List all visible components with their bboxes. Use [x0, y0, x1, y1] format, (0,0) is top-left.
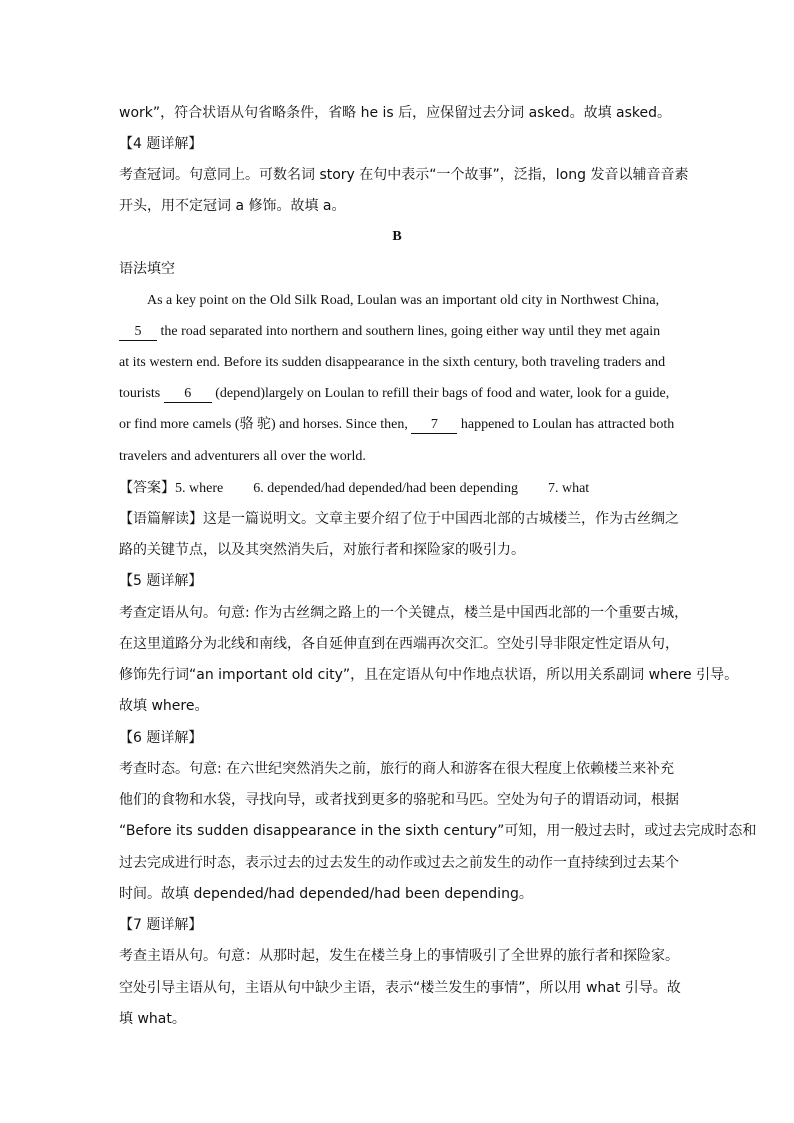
text-line: 过去完成进行时态，表示过去的过去发生的动作或过去之前发生的动作一直持续到过去某个	[119, 855, 679, 871]
text-line: 考查冠词。句意同上。可数名词 story 在句中表示“一个故事”，泛指，long 发音以辅音音素	[119, 167, 689, 183]
passage-line	[119, 415, 674, 435]
section-heading: 【5 题详解】	[119, 573, 203, 589]
passage-line: As a key point on the Old Silk Road, Loulan was an important old city in Northwest China,	[147, 293, 660, 308]
passage-text: the road separated into northern and southern lines, going either way until they met again	[157, 324, 661, 339]
text-line: “Before its sudden disappearance in the sixth century”可知，用一般过去时，或过去完成时态和	[119, 823, 757, 839]
text-line: 开头，用不定冠词 a 修饰。故填 a。	[119, 198, 346, 214]
blank-7[interactable]: 7	[411, 417, 457, 434]
text-line: 修饰先行词“an important old city”，且在定语从句中作地点状语，所以用关系副词 where 引导。	[119, 667, 739, 683]
passage-line	[119, 322, 660, 342]
text-line: 填 what。	[119, 1011, 186, 1027]
text-line: 路的关键节点，以及其突然消失后，对旅行者和探险家的吸引力。	[119, 542, 525, 558]
passage-line: travelers and adventurers all over the world.	[119, 449, 366, 464]
answer-label: 【答案】	[119, 480, 175, 496]
passage-line: at its western end. Before its sudden disappearance in the sixth century, both traveling traders and	[119, 355, 666, 370]
section-heading: 【7 题详解】	[119, 917, 203, 933]
text-line: 他们的食物和水袋，寻找向导，或者找到更多的骆驼和马匹。空处为句子的谓语动词，根据	[119, 792, 679, 808]
text-line: 在这里道路分为北线和南线，各自延伸直到在西端再次交汇。空处引导非限定性定语从句，	[119, 636, 679, 652]
text-line: 考查时态。句意: 在六世纪突然消失之前，旅行的商人和游客在很大程度上依赖楼兰来补充	[119, 761, 675, 777]
text-line: work”，符合状语从句省略条件，省略 he is 后，应保留过去分词 asked。故填 asked。	[119, 105, 672, 121]
text-line: 考查定语从句。句意: 作为古丝绸之路上的一个关键点，楼兰是中国西北部的一个重要古城，	[119, 605, 689, 621]
text-line: 空处引导主语从句，主语从句中缺少主语，表示“楼兰发生的事情”，所以用 what 引导。故	[119, 980, 681, 996]
text-line: 考查主语从句。句意：从那时起，发生在楼兰身上的事情吸引了全世界的旅行者和探险家。	[119, 948, 679, 964]
passage-line	[119, 384, 669, 404]
text-line: 故填 where。	[119, 698, 209, 714]
section-heading: 【6 题详解】	[119, 730, 203, 746]
answer-6: 6. depended/had depended/had been depending	[253, 481, 518, 496]
text-line: 时间。故填 depended/had depended/had been depending。	[119, 886, 533, 902]
passage-text: (depend)largely on Loulan to refill their bags of food and water, look for a guide,	[211, 386, 670, 401]
passage-text: happened to Loulan has attracted both	[457, 417, 675, 432]
section-heading: 【4 题详解】	[119, 136, 203, 152]
section-heading: 语法填空	[119, 261, 175, 277]
answer-7: 7. what	[547, 481, 590, 496]
passage-text: tourists	[119, 386, 164, 401]
text-line: 【语篇解读】这是一篇说明文。文章主要介绍了位于中国西北部的古城楼兰，作为古丝绸之	[119, 511, 679, 527]
answer-line	[119, 478, 589, 499]
passage-text: or find more camels (骆 驼) and horses. Since then,	[119, 417, 412, 432]
answer-5: 5. where	[175, 481, 224, 496]
blank-6[interactable]: 6	[164, 386, 212, 403]
section-title: B	[392, 229, 402, 244]
blank-5[interactable]: 5	[119, 324, 157, 341]
